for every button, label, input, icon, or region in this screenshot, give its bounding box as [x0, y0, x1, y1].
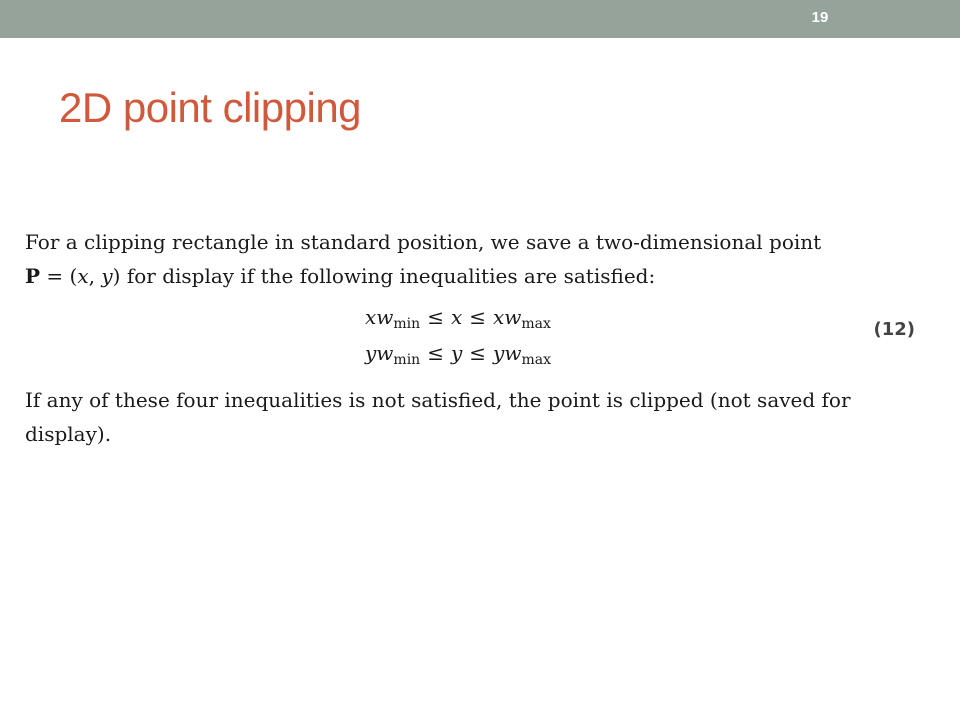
intro-line-2 — [25, 259, 935, 293]
eq1-op1: ≤ — [427, 305, 444, 329]
point-symbol: P — [25, 264, 41, 288]
outro-line-1: If any of these four inequalities is not satisfied, the point is clipped (not saved for — [25, 388, 851, 412]
intro-paragraph — [25, 225, 935, 293]
equation-block — [25, 305, 935, 373]
eq2-left-sub: min — [393, 352, 421, 368]
slide-content — [25, 225, 935, 451]
top-bar — [0, 0, 960, 38]
equals-sign: = — [46, 264, 64, 288]
eq2-right-sub: max — [521, 352, 551, 368]
slide-title: 2D point clipping — [59, 84, 362, 131]
equation-x — [365, 305, 551, 332]
eq2-right: yw — [493, 341, 522, 365]
eq1-left: xw — [365, 305, 394, 329]
eq1-op2: ≤ — [469, 305, 486, 329]
eq2-op1: ≤ — [427, 341, 444, 365]
outro-line-2: display). — [25, 422, 112, 446]
intro-line-2-rest: for display if the following inequalities are satisfied: — [120, 264, 656, 288]
eq1-var: x — [450, 305, 463, 329]
intro-line-1: For a clipping rectangle in standard position, we save a two-dimensional point — [25, 230, 822, 254]
equation-y — [365, 341, 551, 368]
equation-number: (12) — [873, 319, 915, 340]
comma: , — [88, 264, 95, 288]
eq2-op2: ≤ — [469, 341, 487, 365]
outro-paragraph — [25, 383, 935, 451]
eq1-left-sub: min — [393, 316, 421, 332]
eq1-right-sub: max — [521, 316, 551, 332]
paren-open: ( — [69, 264, 78, 288]
eq1-right: xw — [493, 305, 522, 329]
var-y: y — [101, 264, 113, 288]
eq2-left: yw — [365, 341, 394, 365]
slide-number: 19 — [811, 9, 829, 26]
paren-close: ) — [112, 264, 121, 288]
var-x: x — [77, 264, 89, 288]
eq2-var: y — [450, 341, 463, 365]
